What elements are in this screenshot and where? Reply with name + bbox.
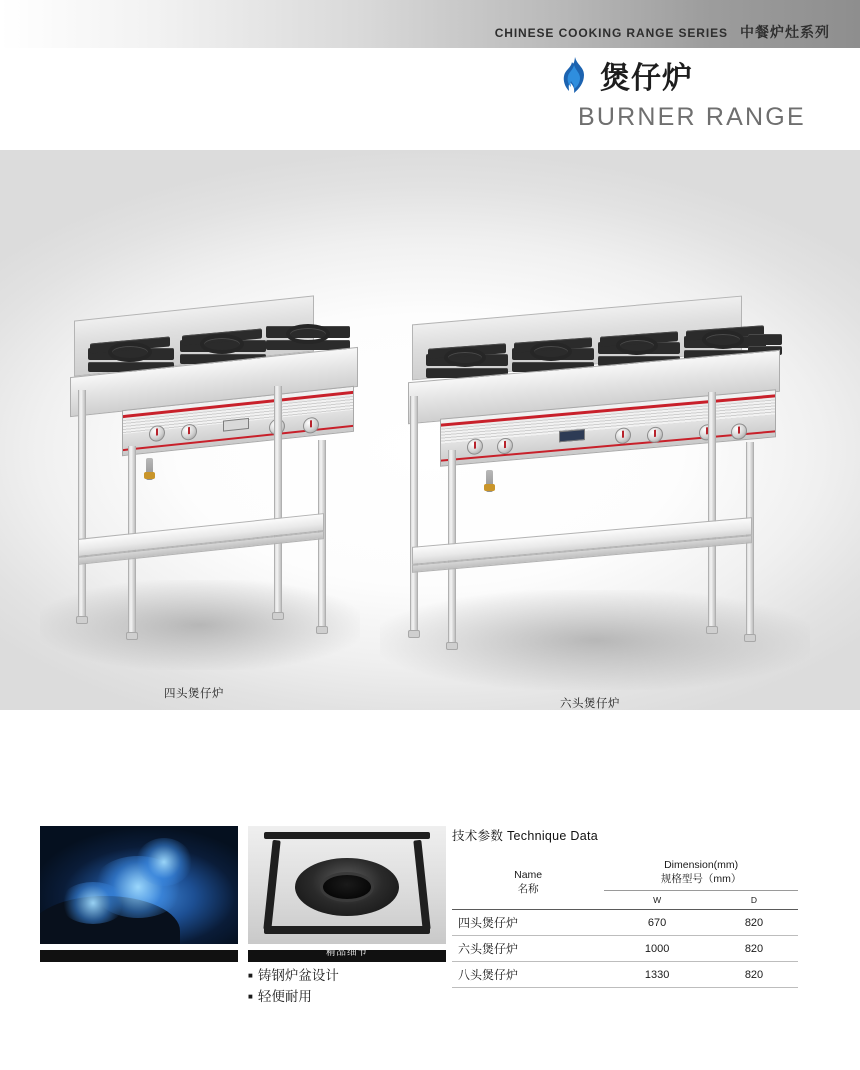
brand-name-en: BURNER RANGE	[578, 103, 806, 131]
burner-ring	[200, 334, 244, 354]
cell-w: 1000	[644, 942, 670, 955]
burner-ring	[444, 348, 486, 367]
control-knob[interactable]	[615, 427, 631, 444]
brand-name-cn: 煲仔炉	[600, 62, 693, 95]
cell-w: 670	[647, 916, 667, 929]
spec-section	[452, 826, 798, 988]
cell-d: 820	[744, 916, 764, 929]
cell-name: 四头煲仔炉	[458, 916, 519, 931]
feature-bullets	[248, 966, 339, 1008]
product-image-six-burner	[400, 300, 780, 660]
spec-table	[452, 854, 798, 988]
control-knob[interactable]	[149, 425, 165, 443]
flame-glow	[60, 882, 126, 924]
divider-bar-left	[40, 950, 238, 962]
col-name-en: Name	[514, 868, 543, 881]
burner-ring	[702, 330, 744, 349]
feature-bullet: ■ 铸钢炉盆设计	[248, 966, 339, 987]
control-knob[interactable]	[303, 416, 319, 434]
stand-leg	[78, 390, 86, 620]
thumbnail-flame	[40, 826, 238, 944]
gas-valve	[486, 470, 493, 492]
table-header-row	[452, 854, 798, 891]
stand-foot	[272, 612, 284, 620]
product-photo-area	[0, 150, 860, 710]
brand-block	[560, 56, 820, 132]
table-row	[452, 910, 798, 936]
cell-d: 820	[744, 942, 764, 955]
caption-six-burner: 六头煲仔炉	[560, 698, 620, 710]
cell-d: 820	[744, 968, 764, 981]
product-image-four-burner	[60, 300, 360, 650]
series-title-en: CHINESE COOKING RANGE SERIES	[494, 26, 728, 40]
detail-label: 精品细节	[325, 947, 368, 958]
col-name-cn: 名称	[517, 882, 539, 895]
cell-name: 六头煲仔炉	[458, 942, 519, 957]
stand-foot	[446, 642, 458, 650]
table-row	[452, 962, 798, 988]
burner-ring	[616, 336, 658, 355]
control-knob[interactable]	[497, 437, 513, 454]
series-title-cn: 中餐炉灶系列	[740, 24, 830, 40]
col-dimension-cn: 规格型号（mm）	[660, 873, 742, 886]
cell-w: 1330	[644, 968, 670, 981]
flame-glow	[136, 838, 192, 886]
spec-title: 技术参数 Technique Data	[452, 829, 599, 843]
stand-foot	[76, 616, 88, 624]
stand-foot	[408, 630, 420, 638]
burner-cap	[320, 872, 374, 902]
col-w: W	[653, 895, 662, 906]
grate-bar	[264, 832, 430, 839]
col-dimension-en: Dimension(mm)	[664, 859, 739, 871]
stand-foot	[316, 626, 328, 634]
grate-bar	[264, 926, 430, 934]
col-dimension	[604, 854, 798, 891]
stand-foot	[706, 626, 718, 634]
brand-plate	[223, 418, 249, 432]
stand-foot	[126, 632, 138, 640]
digital-display[interactable]	[559, 429, 585, 442]
control-knob[interactable]	[181, 423, 197, 441]
feature-bullet: ■ 轻便耐用	[248, 987, 339, 1008]
col-name	[452, 854, 604, 910]
burner-grate	[748, 334, 782, 345]
table-bottom-rule	[452, 988, 798, 989]
stand-leg	[410, 396, 418, 634]
cell-name: 八头煲仔炉	[458, 968, 519, 983]
stand-leg	[274, 386, 282, 616]
control-knob[interactable]	[731, 423, 747, 440]
burner-ring	[108, 342, 152, 362]
caption-four-burner: 四头煲仔炉	[164, 688, 224, 700]
stand-foot	[744, 634, 756, 642]
gas-valve	[146, 458, 153, 480]
flame-icon	[560, 56, 590, 94]
col-d: D	[750, 895, 758, 906]
control-knob[interactable]	[467, 438, 483, 455]
stand-leg	[708, 392, 716, 630]
table-row	[452, 936, 798, 962]
grate-bar	[263, 840, 280, 930]
thumbnail-burner-head	[248, 826, 446, 944]
burner-ring	[286, 324, 330, 344]
burner-ring	[530, 342, 572, 361]
page-header-bar	[0, 0, 860, 48]
series-title	[495, 22, 830, 42]
grate-bar	[413, 840, 430, 930]
